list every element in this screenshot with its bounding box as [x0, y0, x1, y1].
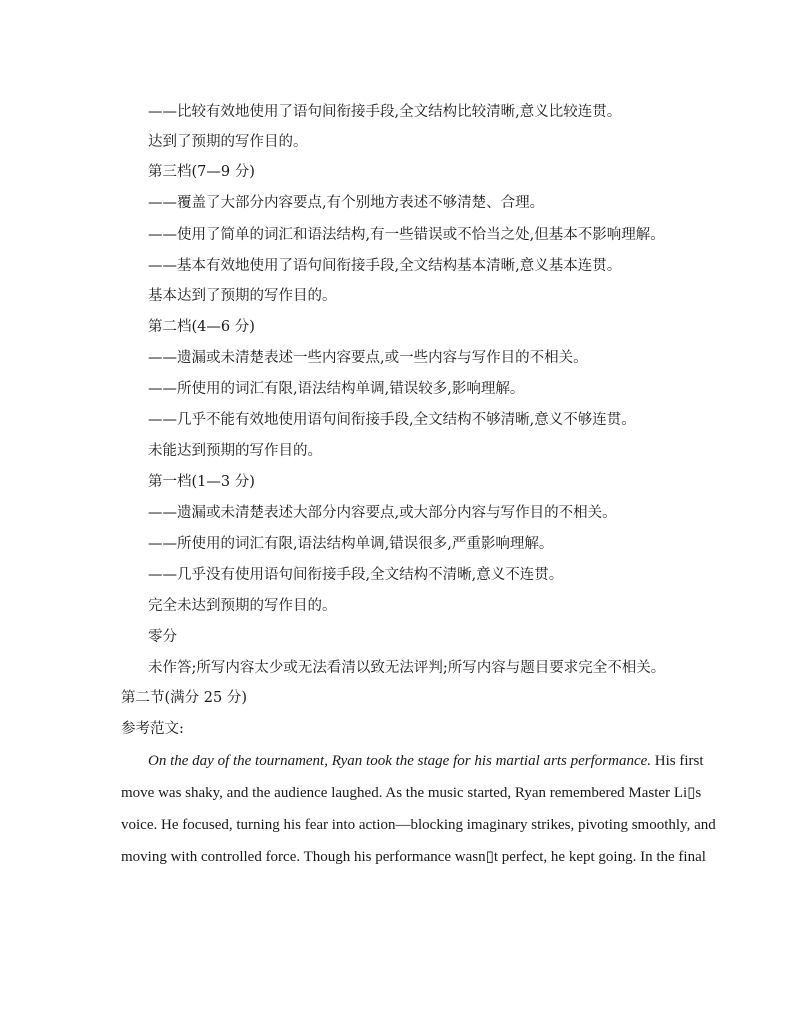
- essay-line-2: move was shaky, and the audience laughed. As the music started, Ryan remembered Master Li▯s: [121, 785, 702, 801]
- rubric-line: ——遗漏或未清楚表述一些内容要点,或一些内容与写作目的不相关。: [148, 350, 588, 366]
- rubric-line: ——所使用的词汇有限,语法结构单调,错误较多,影响理解。: [148, 381, 525, 397]
- grade-heading-1: 第一档(1—3 分): [148, 474, 255, 490]
- rubric-line: 基本达到了预期的写作目的。: [148, 288, 337, 304]
- rubric-line: 完全未达到预期的写作目的。: [148, 598, 337, 614]
- rubric-line: ——遗漏或未清楚表述大部分内容要点,或大部分内容与写作目的不相关。: [148, 505, 617, 521]
- grade-heading-2: 第二档(4—6 分): [148, 319, 255, 335]
- essay-line-1-rest: His first: [651, 753, 704, 769]
- rubric-line: ——所使用的词汇有限,语法结构单调,错误很多,严重影响理解。: [148, 536, 554, 552]
- essay-line-3: voice. He focused, turning his fear into action—blocking imaginary strikes, pivoting smoothly, and: [121, 817, 716, 833]
- rubric-line: ——比较有效地使用了语句间衔接手段,全文结构比较清晰,意义比较连贯。: [148, 104, 622, 120]
- rubric-line: 未作答;所写内容太少或无法看清以致无法评判;所写内容与题目要求完全不相关。: [148, 660, 666, 676]
- rubric-line: ——基本有效地使用了语句间衔接手段,全文结构基本清晰,意义基本连贯。: [148, 258, 622, 274]
- rubric-line: ——使用了简单的词汇和语法结构,有一些错误或不恰当之处,但基本不影响理解。: [148, 227, 665, 243]
- rubric-line: 达到了预期的写作目的。: [148, 134, 308, 150]
- rubric-line: ——覆盖了大部分内容要点,有个别地方表述不够清楚、合理。: [148, 195, 545, 211]
- section-title: 第二节(满分 25 分): [121, 690, 247, 706]
- grade-heading-3: 第三档(7—9 分): [148, 164, 255, 180]
- rubric-line: ——几乎不能有效地使用语句间衔接手段,全文结构不够清晰,意义不够连贯。: [148, 412, 636, 428]
- essay-line-1: [148, 752, 708, 770]
- rubric-line: 未能达到预期的写作目的。: [148, 443, 322, 459]
- sample-essay-label: 参考范文:: [121, 721, 184, 737]
- essay-italic-lead: On the day of the tournament, Ryan took the stage for his martial arts performance.: [148, 753, 652, 769]
- rubric-line: ——几乎没有使用语句间衔接手段,全文结构不清晰,意义不连贯。: [148, 567, 564, 583]
- essay-line-4: moving with controlled force. Though his performance wasn▯t perfect, he kept going. In the final: [121, 849, 706, 865]
- grade-heading-0: 零分: [148, 629, 177, 645]
